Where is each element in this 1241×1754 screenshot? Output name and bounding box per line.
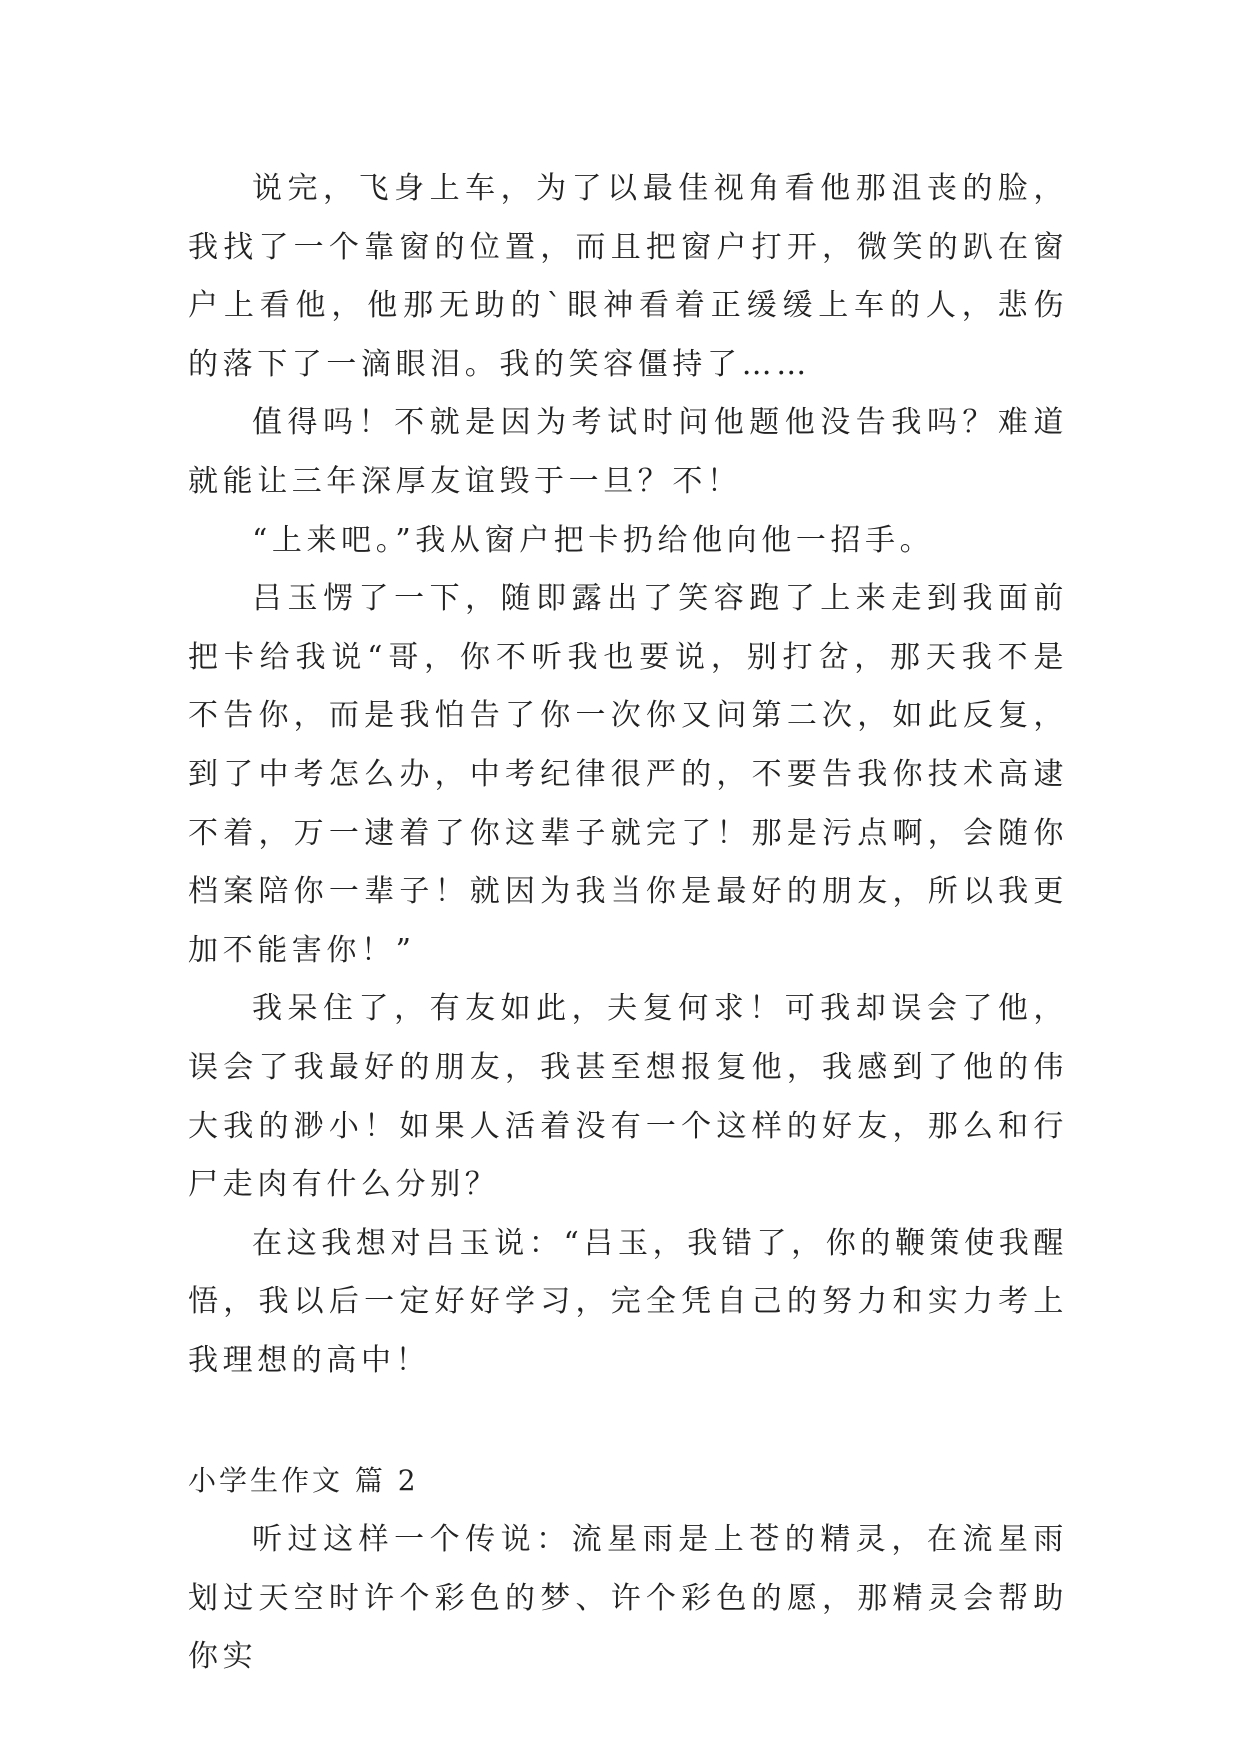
section-heading: 小学生作文 篇 2 [188, 1464, 419, 1498]
paragraph: 在这我想对吕玉说：“吕玉，我错了，你的鞭策使我醒悟，我以后一定好好学习，完全凭自己的努力和实力考上我理想的高中！ [188, 1225, 1068, 1378]
section-spacer [188, 1390, 1068, 1452]
paragraph: 听过这样一个传说：流星雨是上苍的精灵，在流星雨划过天空时许个彩色的梦、许个彩色的愿，那精灵会帮助你实 [188, 1522, 1068, 1675]
paragraph: 我呆住了，有友如此，夫复何求！可我却误会了他，误会了我最好的朋友，我甚至想报复他，我感到了他的伟大我的渺小！如果人活着没有一个这样的好友，那么和行尸走肉有什么分别？ [188, 991, 1068, 1203]
paragraph: “上来吧。”我从窗户把卡扔给他向他一招手。 [252, 522, 935, 558]
paragraph: 说完，飞身上车，为了以最佳视角看他那沮丧的脸，我找了一个靠窗的位置，而且把窗户打开，微笑的趴在窗户上看他，他那无助的`眼神看着正缓缓上车的人，悲伤的落下了一滴眼泪。我的笑容僵持了…… [188, 171, 1068, 382]
document-body [188, 160, 1068, 1687]
paragraph: 值得吗！不就是因为考试时问他题他没告我吗？难道就能让三年深厚友谊毁于一旦？不！ [188, 405, 1068, 499]
paragraph: 吕玉愣了一下，随即露出了笑容跑了上来走到我面前把卡给我说“哥，你不听我也要说，别打岔，那天我不是不告你，而是我怕告了你一次你又问第二次，如此反复，到了中考怎么办，中考纪律很严的，不要告我你技术高逮不着，万一逮着了你这辈子就完了！那是污点啊，会随你档案陪你一辈子！就因为我当你是最好的朋友，所以我更加不能害你！” [188, 581, 1068, 968]
